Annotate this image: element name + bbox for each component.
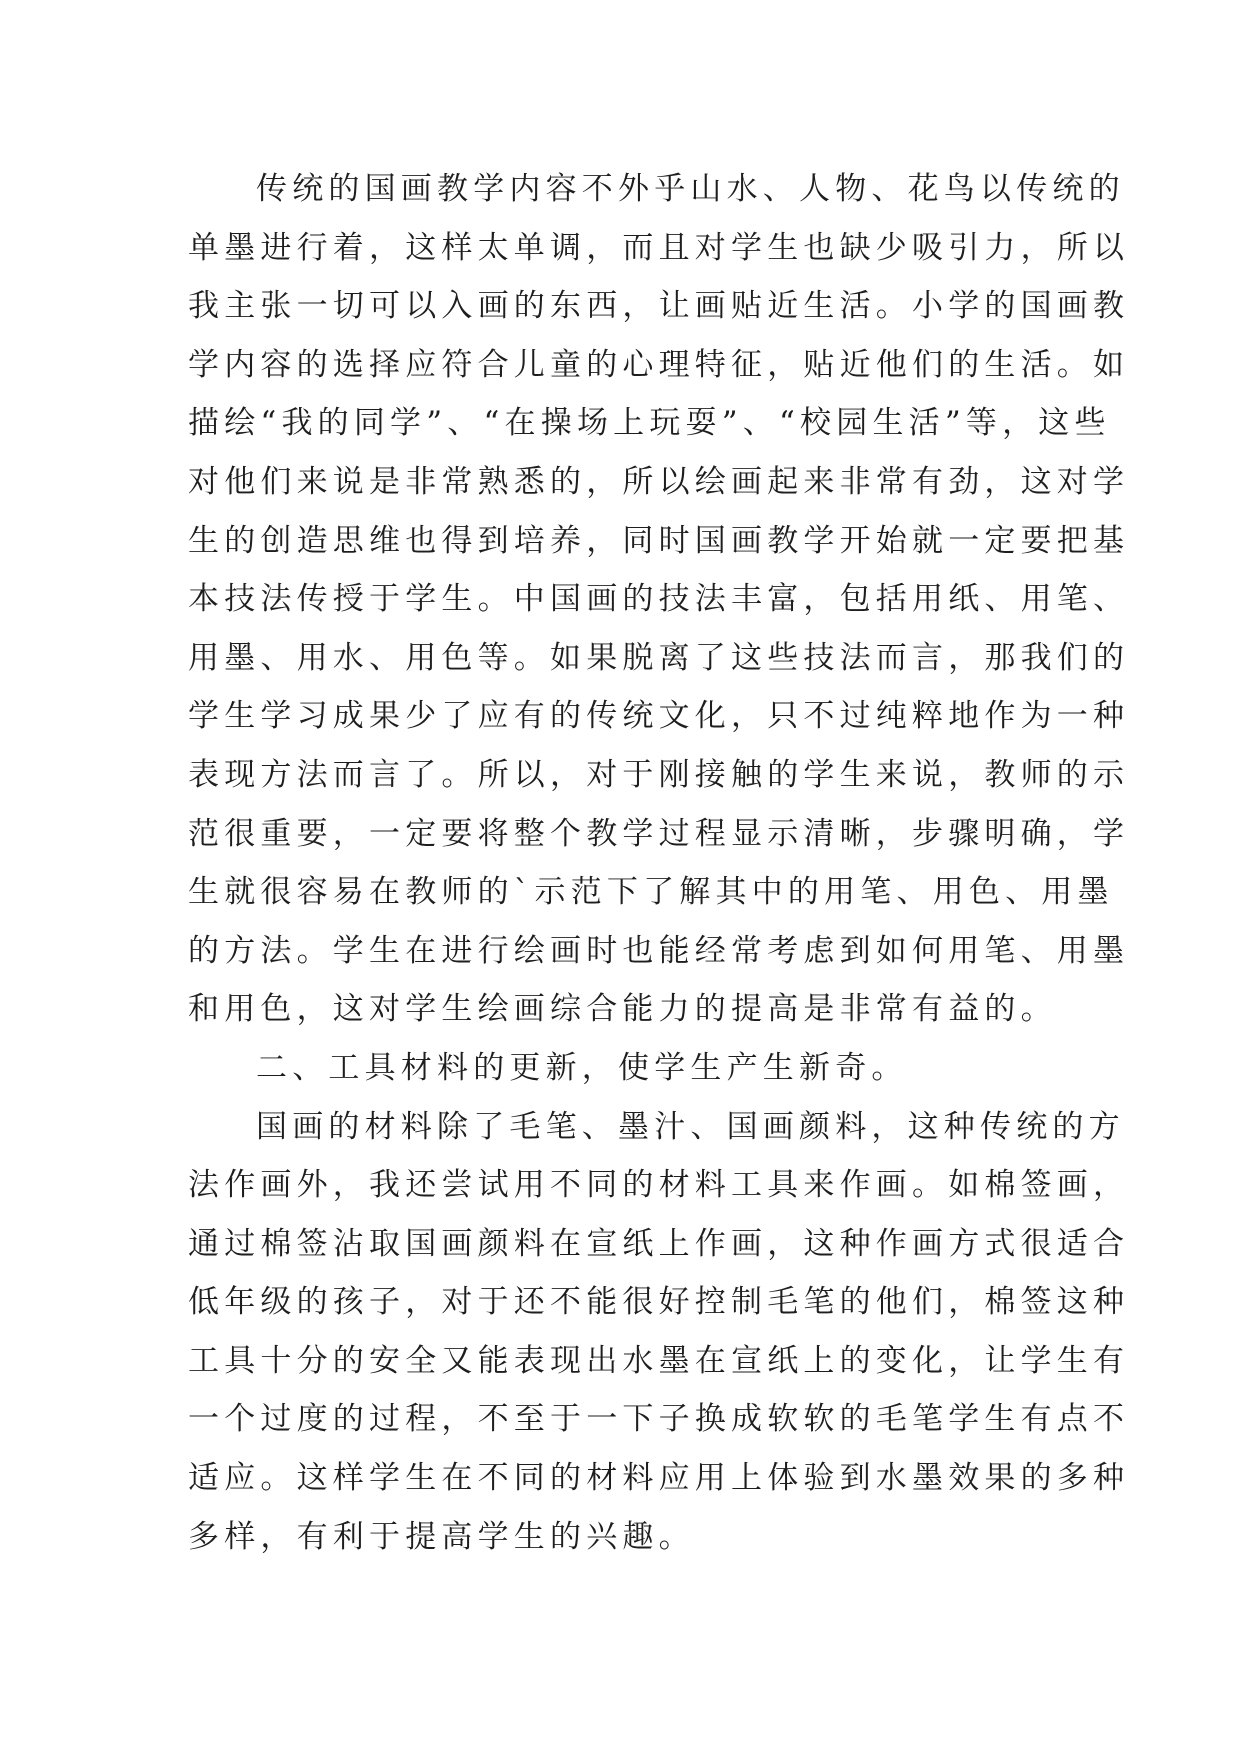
paragraph-1-line-9: 用墨、用水、用色等。如果脱离了这些技法而言，那我们的 xyxy=(188,639,1130,676)
paragraph-1-line-7: 生的创造思维也得到培养，同时国画教学开始就一定要把基 xyxy=(188,522,1130,559)
paragraph-1-line-13: 生就很容易在教师的`示范下了解其中的用笔、用色、用墨 xyxy=(188,874,1114,911)
paragraph-1-line-2: 单墨进行着，这样太单调，而且对学生也缺少吸引力，所以 xyxy=(188,229,1130,266)
paragraph-2-line-4: 低年级的孩子，对于还不能很好控制毛笔的他们，棉签这种 xyxy=(188,1284,1130,1321)
paragraph-1-line-8: 本技法传授于学生。中国画的技法丰富，包括用纸、用笔、 xyxy=(188,581,1130,618)
paragraph-2-line-8: 多样，有利于提高学生的兴趣。 xyxy=(188,1518,695,1555)
paragraph-1-line-6: 对他们来说是非常熟悉的，所以绘画起来非常有劲，这对学 xyxy=(188,463,1130,500)
paragraph-1-line-1: 传统的国画教学内容不外乎山水、人物、花鸟以传统的 xyxy=(256,171,1125,207)
document-body xyxy=(188,160,1130,1566)
paragraph-1-line-5: 描绘“我的同学”、“在操场上玩耍”、“校园生活”等，这些 xyxy=(188,405,1111,442)
paragraph-2-line-5: 工具十分的安全又能表现出水墨在宣纸上的变化，让学生有 xyxy=(188,1342,1130,1379)
section-heading: 二、工具材料的更新，使学生产生新奇。 xyxy=(256,1049,908,1086)
paragraph-2-line-3: 通过棉签沾取国画颜料在宣纸上作画，这种作画方式很适合 xyxy=(188,1225,1130,1262)
paragraph-2-line-2: 法作画外，我还尝试用不同的材料工具来作画。如棉签画， xyxy=(188,1167,1130,1204)
paragraph-1-line-11: 表现方法而言了。所以，对于刚接触的学生来说，教师的示 xyxy=(188,756,1130,793)
paragraph-1-line-4: 学内容的选择应符合儿童的心理特征，贴近他们的生活。如 xyxy=(188,346,1130,383)
paragraph-1-line-3: 我主张一切可以入画的东西，让画贴近生活。小学的国画教 xyxy=(188,288,1130,325)
paragraph-1-line-12: 范很重要，一定要将整个教学过程显示清晰，步骤明确，学 xyxy=(188,815,1130,852)
paragraph-1-line-14: 的方法。学生在进行绘画时也能经常考虑到如何用笔、用墨 xyxy=(188,932,1130,969)
paragraph-2-line-1: 国画的材料除了毛笔、墨汁、国画颜料，这种传统的方 xyxy=(256,1108,1125,1145)
paragraph-2-line-6: 一个过度的过程，不至于一下子换成软软的毛笔学生有点不 xyxy=(188,1401,1130,1438)
paragraph-2-line-7: 适应。这样学生在不同的材料应用上体验到水墨效果的多种 xyxy=(188,1460,1130,1497)
paragraph-1-line-15: 和用色，这对学生绘画综合能力的提高是非常有益的。 xyxy=(188,991,1057,1028)
paragraph-1-line-10: 学生学习成果少了应有的传统文化，只不过纯粹地作为一种 xyxy=(188,698,1130,735)
